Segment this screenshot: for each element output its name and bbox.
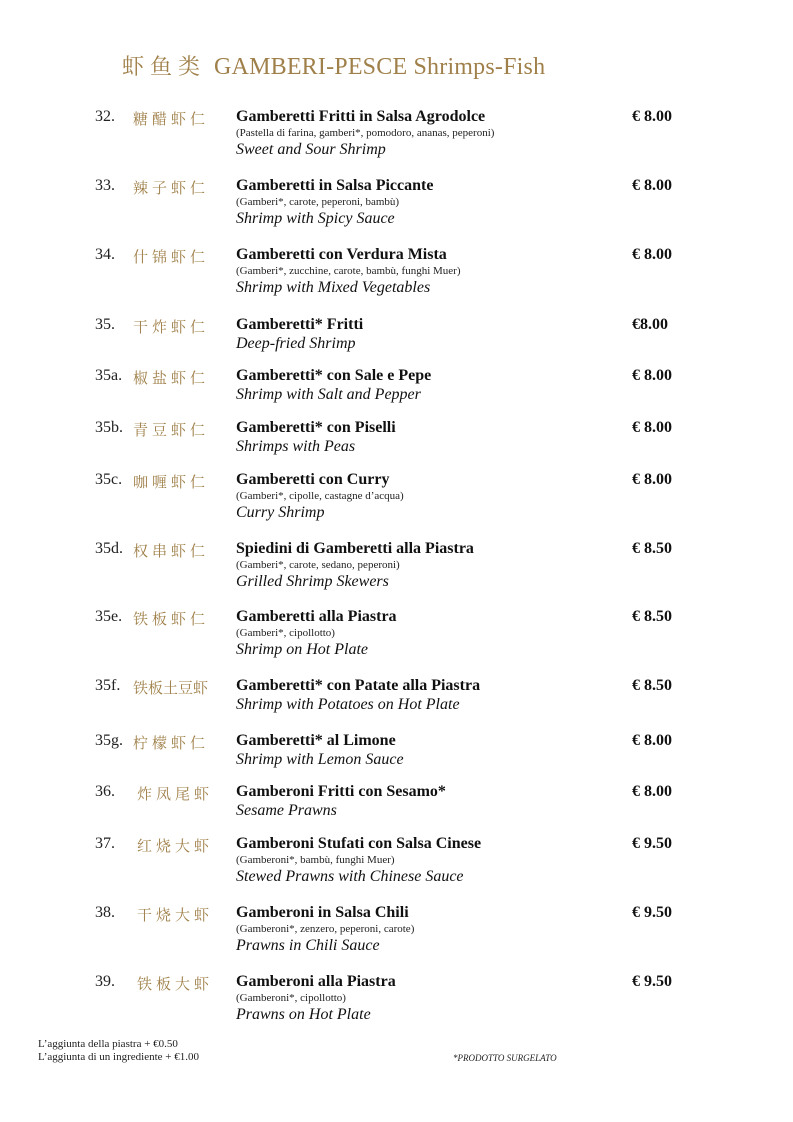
item-italian-name: Gamberetti* con Sale e Pepe (236, 367, 432, 384)
item-price: € 8.50 (632, 677, 672, 694)
item-chinese-name: 椒盐虾仁 (133, 369, 210, 387)
item-english-name: Shrimp with Spicy Sauce (236, 210, 395, 227)
item-number: 37. (95, 835, 115, 852)
item-english-name: Prawns in Chili Sauce (236, 937, 380, 954)
item-italian-name: Gamberoni Stufati con Salsa Cinese (236, 835, 482, 852)
item-english-name: Grilled Shrimp Skewers (236, 573, 389, 590)
item-price: € 9.50 (632, 973, 672, 990)
item-price: € 8.00 (632, 367, 672, 384)
item-english-name: Shrimp with Potatoes on Hot Plate (236, 696, 460, 713)
item-price: € 8.00 (632, 108, 672, 125)
item-english-name: Shrimp with Lemon Sauce (236, 751, 404, 768)
item-number: 33. (95, 177, 115, 194)
item-number: 38. (95, 904, 115, 921)
item-ingredients: (Gamberoni*, cipollotto) (236, 992, 346, 1004)
item-ingredients: (Gamberoni*, zenzero, peperoni, carote) (236, 923, 415, 935)
item-italian-name: Gamberoni alla Piastra (236, 973, 396, 990)
item-english-name: Shrimp with Salt and Pepper (236, 386, 421, 403)
item-italian-name: Gamberetti* con Piselli (236, 419, 396, 436)
item-italian-name: Gamberetti con Curry (236, 471, 390, 488)
item-english-name: Shrimp with Mixed Vegetables (236, 279, 431, 296)
frozen-product-note: *PRODOTTO SURGELATO (453, 1053, 557, 1063)
item-number: 36. (95, 783, 115, 800)
item-price: € 8.50 (632, 540, 672, 557)
item-italian-name: Gamberetti* Fritti (236, 316, 364, 333)
item-price: € 8.00 (632, 177, 672, 194)
item-italian-name: Gamberetti* al Limone (236, 732, 396, 749)
item-price: € 9.50 (632, 835, 672, 852)
item-price: € 9.50 (632, 904, 672, 921)
item-english-name: Curry Shrimp (236, 504, 325, 521)
item-english-name: Sesame Prawns (236, 802, 337, 819)
item-ingredients: (Gamberi*, cipollotto) (236, 627, 335, 639)
item-number: 35f. (95, 677, 121, 694)
item-price: € 8.50 (632, 608, 672, 625)
item-number: 35e. (95, 608, 123, 625)
item-ingredients: (Gamberi*, cipolle, castagne d’acqua) (236, 490, 404, 502)
item-italian-name: Gamberetti alla Piastra (236, 608, 397, 625)
item-chinese-name: 柠檬虾仁 (133, 734, 210, 752)
item-chinese-name: 咖喱虾仁 (133, 473, 210, 491)
item-chinese-name: 铁板虾仁 (133, 610, 210, 628)
item-ingredients: (Gamberi*, carote, sedano, peperoni) (236, 559, 400, 571)
item-price: € 8.00 (632, 732, 672, 749)
item-ingredients: (Gamberi*, carote, peperoni, bambù) (236, 196, 400, 208)
item-chinese-name: 铁板土豆虾 (133, 679, 209, 697)
item-number: 35g. (95, 732, 123, 749)
item-italian-name: Gamberetti con Verdura Mista (236, 246, 447, 263)
item-chinese-name: 干烧大虾 (137, 906, 214, 924)
item-price: € 8.00 (632, 783, 672, 800)
item-number: 35c. (95, 471, 123, 488)
item-italian-name: Gamberetti* con Patate alla Piastra (236, 677, 481, 694)
item-italian-name: Gamberetti in Salsa Piccante (236, 177, 434, 194)
item-chinese-name: 青豆虾仁 (133, 421, 210, 439)
item-number: 35. (95, 316, 115, 333)
item-chinese-name: 铁板大虾 (137, 975, 214, 993)
footer-notes (38, 1038, 199, 1064)
item-english-name: Shrimp on Hot Plate (236, 641, 368, 658)
item-ingredients: (Pastella di farina, gamberi*, pomodoro, ananas, peperoni) (236, 127, 495, 139)
item-price: € 8.00 (632, 419, 672, 436)
item-chinese-name: 什锦虾仁 (133, 248, 210, 266)
item-chinese-name: 辣子虾仁 (133, 179, 210, 197)
item-english-name: Prawns on Hot Plate (236, 1006, 371, 1023)
item-number: 34. (95, 246, 115, 263)
item-ingredients: (Gamberoni*, bambù, funghi Muer) (236, 854, 395, 866)
item-price: € 8.00 (632, 246, 672, 263)
item-english-name: Deep-fried Shrimp (236, 335, 356, 352)
item-italian-name: Gamberetti Fritti in Salsa Agrodolce (236, 108, 486, 125)
item-chinese-name: 红烧大虾 (137, 837, 214, 855)
item-price: €8.00 (632, 316, 668, 333)
item-italian-name: Gamberoni Fritti con Sesamo* (236, 783, 446, 800)
page-title (122, 50, 545, 81)
item-number: 39. (95, 973, 115, 990)
item-english-name: Sweet and Sour Shrimp (236, 141, 386, 158)
item-number: 35d. (95, 540, 123, 557)
item-number: 35a. (95, 367, 123, 384)
item-english-name: Shrimps with Peas (236, 438, 356, 455)
footer-note-ingredient: L’aggiunta di un ingrediente + €1.00 (38, 1051, 199, 1063)
item-number: 35b. (95, 419, 123, 436)
footer-note-plate: L’aggiunta della piastra + €0.50 (38, 1038, 178, 1050)
title-text: GAMBERI-PESCE Shrimps-Fish (214, 54, 546, 80)
item-chinese-name: 干炸虾仁 (133, 318, 210, 336)
item-chinese-name: 炸凤尾虾 (137, 785, 214, 803)
item-italian-name: Gamberoni in Salsa Chili (236, 904, 409, 921)
item-chinese-name: 权串虾仁 (133, 542, 210, 560)
item-ingredients: (Gamberi*, zucchine, carote, bambù, funghi Muer) (236, 265, 461, 277)
item-price: € 8.00 (632, 471, 672, 488)
item-chinese-name: 糖醋虾仁 (133, 110, 210, 128)
item-number: 32. (95, 108, 115, 125)
title-chinese: 虾鱼类 (122, 55, 207, 80)
item-english-name: Stewed Prawns with Chinese Sauce (236, 868, 464, 885)
item-italian-name: Spiedini di Gamberetti alla Piastra (236, 540, 474, 557)
